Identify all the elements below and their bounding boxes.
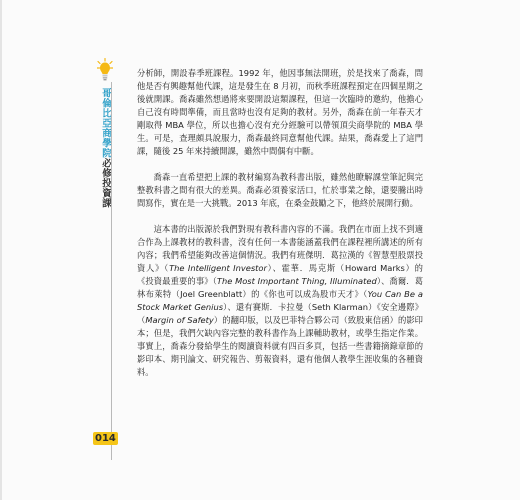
paragraph-gap	[137, 158, 423, 171]
paragraph-text: ）、還有賽斯．卡拉曼（Seth Klarman）《安全邊際》（	[137, 302, 424, 325]
paragraph-text: ）、霍華．馬克斯（Howard Marks）的《投資最重要的事》（	[137, 263, 423, 286]
book-title-english: The Most Important Thing, Illuminated	[216, 276, 377, 286]
running-title	[98, 88, 112, 208]
paragraph-text: 這本書的出版源於我們對現有教科書內容的不滿。我們在市面上找不到適合作為上課教材的教科書，沒有任何一本書能涵蓋我們在課程裡所講述的所有內容；我們希望能夠改善這個情況。我們有班傑明．葛拉漢的《智慧型股票投資人》（	[137, 224, 423, 273]
page-number: 014	[95, 433, 116, 444]
paragraph: 分析師，開設春季班課程。1992 年，他因事無法開班，於是找來了喬森，問他是否有興趣幫他代課，這是發生在 8 月初，而秋季班課程預定在四個星期之後就開課。喬森雖然想過將來要開設這類課程，但這一次臨時的邀約，他擔心自己沒有時間準備，而且當時也沒有足夠的教材。另外，喬森在前一年春天才剛取得 MBA 學位，所以也擔心沒有充分經驗可以帶領頂尖商學院的 MBA 學生。可是，查理頗具說服力，喬森最終同意幫他代課。結果，喬森愛上了這門課，隨後 25 年來持續開課，雖然中間偶有中斷。	[137, 68, 423, 156]
paragraph-gap	[137, 210, 423, 223]
paragraph-text: ）的翻印版，以及巴菲特合夥公司（致股東信函）的影印本；但是，我們欠缺內容完整的教科書作為上課輔助教材，或學生指定作業。事實上，喬森分發給學生的閱讀資料就有四百多頁，包括一些書籍摘錄章節的影印本、期刊論文、研究報告、剪報資料，還有他個人教學生涯收集的各種資料。	[137, 315, 423, 377]
paragraph: 喬森一直希望把上課的教材編寫為教科書出版，雖然他瞭解課堂筆記與完整教科書之間有很大的差異。喬森必須養家活口，忙於事業之餘，還要騰出時間寫作，實在是一大挑戰。2013 年底，在桑金鼓勵之下，他終於展開行動。	[137, 172, 423, 208]
running-title-prefix: 哥倫比亞商學院	[100, 88, 111, 158]
body-text	[137, 67, 423, 379]
book-title-english: Margin of Safety	[145, 315, 214, 325]
paragraph-text: ）、喬爾．葛林布萊特（Joel Greenblatt）的《你也可以成為股市天才》（	[137, 276, 423, 299]
running-title-highlight: 必修投資課	[100, 158, 111, 208]
paragraph	[137, 223, 423, 379]
side-divider	[111, 82, 112, 460]
book-title-english: You Can Be a Stock Market Genius	[137, 289, 423, 312]
book-title-english: The Intelligent Investor	[169, 263, 267, 273]
page-edge	[0, 0, 2, 500]
lightbulb-icon	[97, 58, 113, 84]
